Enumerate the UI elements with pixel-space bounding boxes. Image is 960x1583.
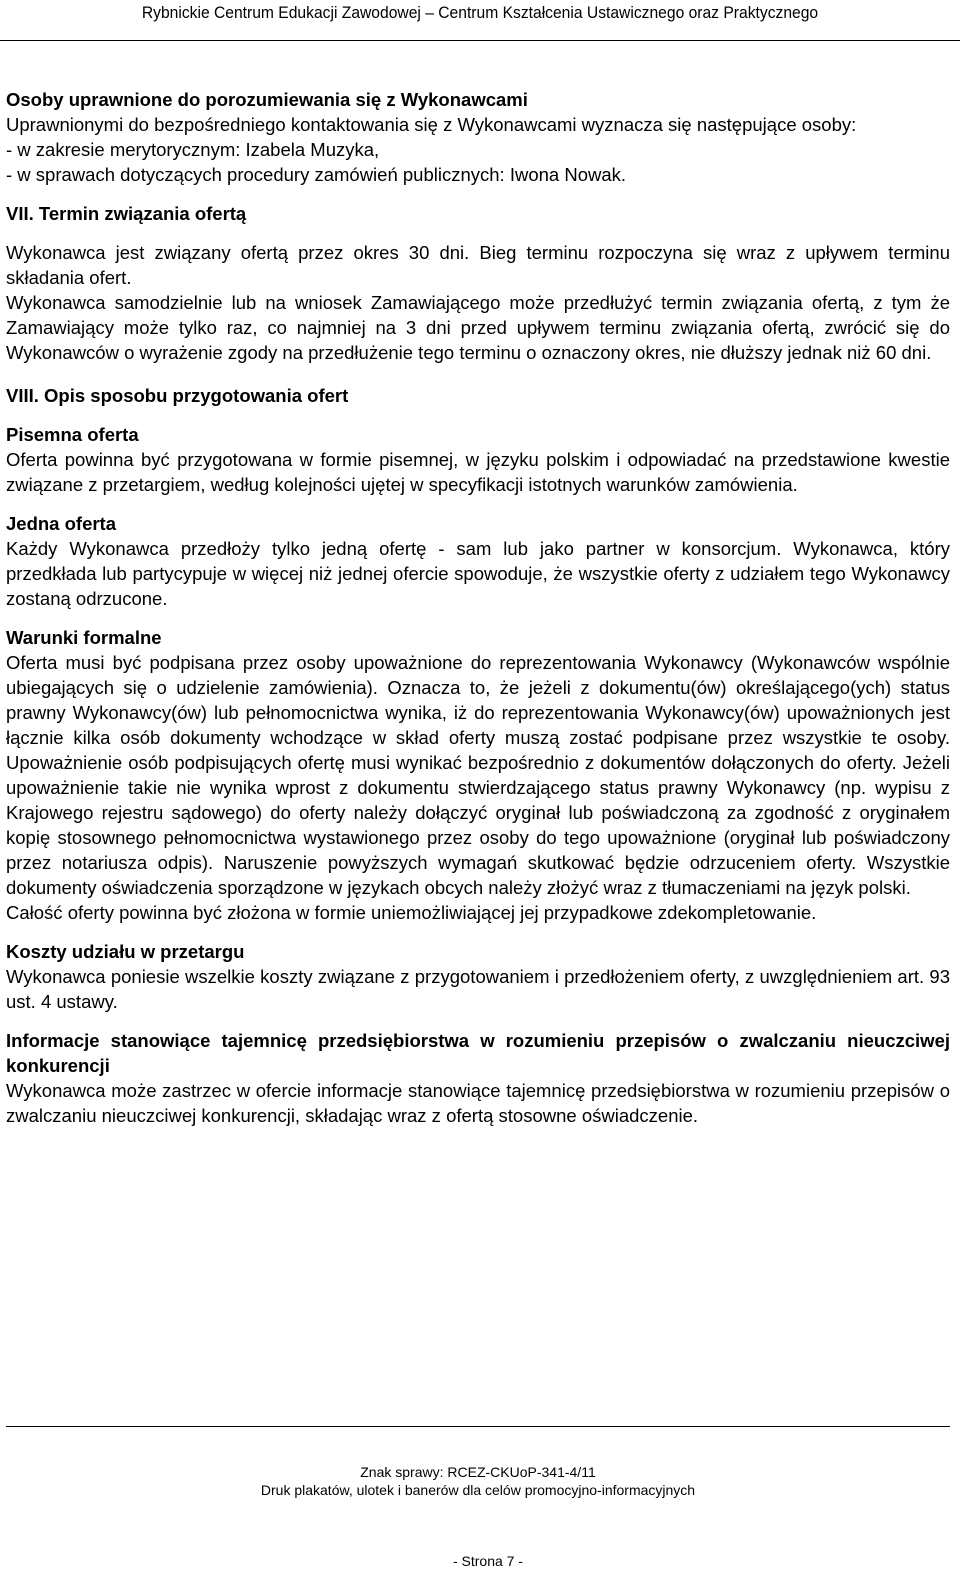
page-number — [0, 1553, 960, 1569]
paragraph-participation-costs: Wykonawca poniesie wszelkie koszty związane z przygotowaniem i przedłożeniem oferty, z uwzględnieniem art. 93 ust. 4 ustawy. — [6, 966, 950, 1012]
page-number-text: - Strona 7 - — [452, 1553, 524, 1569]
heading-section-vii: VII. Termin związania ofertą — [6, 203, 247, 224]
heading-formal-conditions: Warunki formalne — [6, 627, 162, 648]
paragraph-authorized-intro: Uprawnionymi do bezpośredniego kontaktowania się z Wykonawcami wyznacza się następujące osoby: — [6, 114, 857, 135]
heading-written-offer: Pisemna oferta — [6, 424, 139, 445]
page-footer — [6, 1426, 950, 1499]
line-substantive-contact: - w zakresie merytorycznym: Izabela Muzyka, — [6, 139, 380, 160]
paragraph-written-offer: Oferta powinna być przygotowana w formie pisemnej, w języku polskim i odpowiadać na przedstawione kwestie związane z przetargiem, według kolejności ujętej w specyfikacji istotnych warunków zamówienia. — [6, 449, 950, 495]
heading-authorized-persons: Osoby uprawnione do porozumiewania się z Wykonawcami — [6, 89, 528, 110]
paragraph-single-offer: Każdy Wykonawca przedłoży tylko jedną ofertę - sam lub jako partner w konsorcjum. Wykonawca, który przedkłada lub partycypuje w więcej niż jednej ofercie spowoduje, że wszystkie oferty z udziałem tego Wykonawcy zostaną odrzucone. — [6, 538, 950, 609]
paragraph-binding-period: Wykonawca jest związany ofertą przez okres 30 dni. Bieg terminu rozpoczyna się wraz z upływem terminu składania ofert. — [6, 242, 950, 288]
paragraph-formal-conditions: Oferta musi być podpisana przez osoby upoważnione do reprezentowania Wykonawcy (Wykonawców wspólnie ubiegających się o udzielenie zamówienia). Oznacza to, że jeżeli z dokumentu(ów) określającego(ych) status prawny Wykonawcy(ów) lub pełnomocnictwa wynika, iż do reprezentowania Wykonawcy(ów) upoważnionych jest łącznie kilka osób dokumenty wchodzące w skład oferty muszą zostać podpisane przez wszystkie te osoby. Upoważnienie osób podpisujących ofertę musi wynikać bezpośrednio z dokumentów dołączonych do oferty. Jeżeli upoważnienie takie nie wynika wprost z dokumentu stwierdzającego status prawny Wykonawcy (np. wypisu z Krajowego rejestru sądowego) do oferty należy dołączyć oryginał lub poświadczoną za zgodność z oryginałem kopię stosownego pełnomocnictwa wystawionego przez osoby do tego upoważnione (oryginał lub poświadczony przez notariusza odpis). Naruszenie powyższych wymagań skutkować będzie odrzuceniem oferty. Wszystkie dokumenty oświadczenia sporządzone w językach obcych należy złożyć wraz z tłumaczeniami na język polski. — [6, 652, 950, 898]
page-header — [0, 0, 960, 41]
paragraph-trade-secrets: Wykonawca może zastrzec w ofercie informacje stanowiące tajemnicę przedsiębiorstwa w rozumieniu przepisów o zwalczaniu nieuczciwej konkurencji, składając wraz z ofertą stosowne oświadczenie. — [6, 1080, 950, 1126]
paragraph-offer-completeness: Całość oferty powinna być złożona w formie uniemożliwiającej jej przypadkowe zdekompletowanie. — [6, 902, 817, 923]
paragraph-binding-extension: Wykonawca samodzielnie lub na wniosek Zamawiającego może przedłużyć termin związania ofertą, z tym że Zamawiający może tylko raz, co najmniej na 3 dni przed upływem terminu związania ofertą, zwrócić się do Wykonawców o wyrażenie zgody na przedłużenie tego terminu o oznaczony okres, nie dłuższy jednak niż 60 dni. — [6, 292, 950, 363]
line-procedure-contact: - w sprawach dotyczących procedury zamówień publicznych: Iwona Nowak. — [6, 164, 627, 185]
footer-case-number: Znak sprawy: RCEZ-CKUoP-341-4/11 — [360, 1464, 596, 1480]
heading-single-offer: Jedna oferta — [6, 513, 117, 534]
heading-participation-costs: Koszty udziału w przetargu — [6, 941, 245, 962]
header-title: Rybnickie Centrum Edukacji Zawodowej – Centrum Kształcenia Ustawicznego oraz Praktycznego — [141, 3, 819, 22]
document-body — [6, 87, 950, 1128]
heading-trade-secrets: Informacje stanowiące tajemnicę przedsiębiorstwa w rozumieniu przepisów o zwalczaniu nieuczciwej konkurencji — [6, 1030, 950, 1076]
footer-subject: Druk plakatów, ulotek i banerów dla celów promocyjno-informacyjnych — [260, 1482, 696, 1498]
heading-section-viii: VIII. Opis sposobu przygotowania ofert — [6, 385, 349, 406]
